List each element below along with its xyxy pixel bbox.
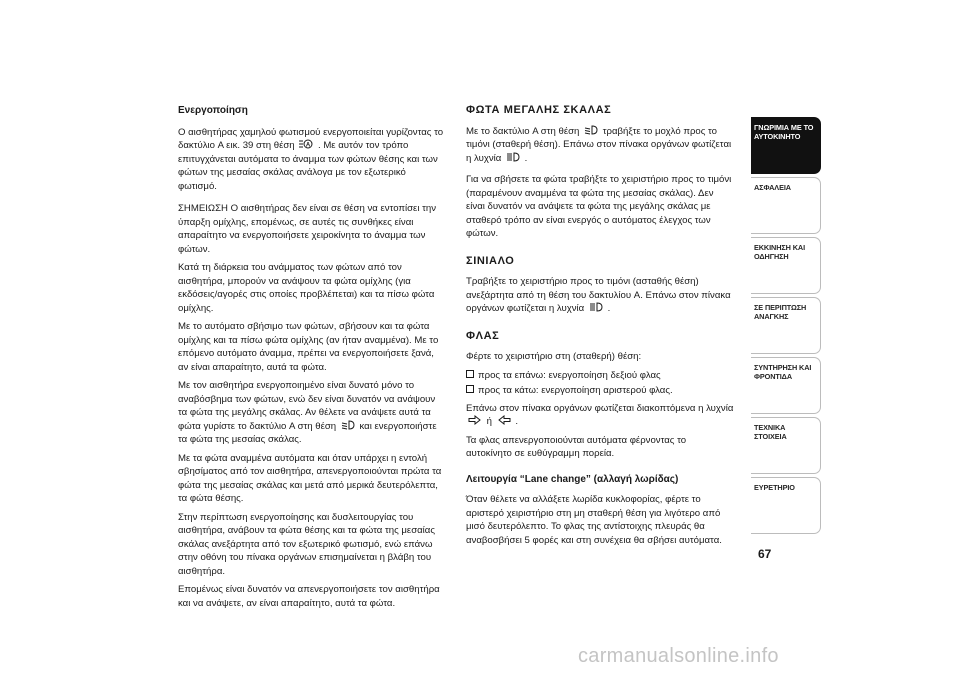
paragraph: Τα φλας απενεργοποιούνται αυτόματα φέρνοντας το αυτοκίνητο σε ευθύγραμμη πορεία. — [466, 434, 687, 459]
tab-label: ΑΥΤΟΚΙΝΗΤΟ — [754, 132, 801, 141]
text-span: και ενεργοποιήστε τα φώτα της μεσαίας σκάλας. — [178, 420, 437, 445]
text-span: τραβήξτε το μοχλό προς το τιμόνι (σταθερή θέση). Επάνω στον πίνακα οργάνων φωτίζεται η λυχνία — [466, 125, 732, 164]
tab-safety[interactable] — [751, 177, 821, 234]
chapter-tabs — [751, 117, 821, 537]
paragraph: Με τα φώτα αναμμένα αυτόματα και όταν υπάρχει η εντολή σβησίματος από τον αισθητήρα, απενεργοποιούνται πρώτα τα φώτα της μεσαίας σκάλας και μετά από μερικά δευτερόλεπτα, τα φώτα θέσης. — [178, 452, 442, 504]
paragraph — [178, 126, 446, 194]
tab-index[interactable] — [751, 477, 821, 534]
text-span: Ο αισθητήρας χαμηλού φωτισμού ενεργοποιείται γυρίζοντας το δακτύλιο A εικ. 39 στη θέση — [178, 126, 444, 151]
high-beam-heading: ΦΩΤΑ ΜΕΓΑΛΗΣ ΣΚΑΛΑΣ — [466, 104, 612, 116]
tab-label: ΦΡΟΝΤΙΔΑ — [754, 372, 793, 381]
tab-label: ΑΣΦΑΛΕΙΑ — [754, 183, 791, 192]
bullet-box-icon — [466, 370, 474, 378]
tab-label: ΟΔΗΓΗΣΗ — [754, 252, 789, 261]
low-beam-icon — [584, 125, 598, 135]
tab-label: ΑΝΑΓΚΗΣ — [754, 312, 789, 321]
left-arrow-icon — [497, 415, 511, 425]
text-span: Με το δακτύλιο A στη θέση — [466, 125, 580, 137]
page-number: 67 — [758, 547, 772, 561]
paragraph: Για να σβήσετε τα φώτα τραβήξτε το χειριστήριο προς το τιμόνι (παραμένουν αναμμένα τα φώτα της μεσαίας σκάλας). Δεν είναι δυνατόν να ανάψετε τα φώτα της μεγάλης σκάλας με σταθερό τρόπο αν είναι ενεργός ο αυτόματος έλεγχος των φώτων. — [466, 174, 732, 239]
tab-label: ΣΥΝΤΗΡΗΣΗ ΚΑΙ — [754, 363, 812, 372]
tab-emergency[interactable] — [751, 297, 821, 354]
tab-maintenance[interactable] — [751, 357, 821, 414]
tab-label: ΓΝΩΡΙΜΙΑ ΜΕ ΤΟ — [754, 123, 814, 132]
activation-heading: Ενεργοποίηση — [178, 105, 248, 116]
tab-label: ΕΚΚΙΝΗΣΗ ΚΑΙ — [754, 243, 806, 252]
paragraph — [466, 125, 734, 166]
text-span: προς τα κάτω: ενεργοποίηση αριστερού φλας. — [478, 385, 673, 396]
text-span: . Με αυτόν τον τρόπο επιτυγχάνεται αυτόματα το άναμμα των φώτων θέσης και των φώτων της μεσαίας σκάλας ανάλογα με τον εξωτερικό φωτισμό. — [178, 140, 438, 192]
text-span: Επάνω στον πίνακα οργάνων φωτίζεται διακοπτόμενα η λυχνία — [466, 402, 734, 414]
right-column — [466, 104, 734, 552]
svg-text:A: A — [306, 142, 311, 149]
tab-label: ΤΕΧΝΙΚΑ ΣΤΟΙΧΕΙΑ — [754, 423, 787, 441]
high-beam-icon — [589, 302, 603, 312]
text-span: Τραβήξτε το χειριστήριο προς το τιμόνι (ασταθής θέση) ανεξάρτητα από τη θέση του δακτυλίου A. Επάνω στον πίνακα οργάνων φωτίζεται η λυχνία — [466, 276, 731, 314]
paragraph: Με το αυτόματο σβήσιμο των φώτων, σβήσουν και τα φώτα ομίχλης και τα πίσω φώτα ομίχλης (αν ήταν αναμμένα). Με το επόμενο αυτόματο άναμμα, πρέπει να ενεργοποιήσετε ξανά, αν είναι απαραίτητο, αυτά τα φώτα. — [178, 321, 439, 373]
list-item — [466, 369, 734, 383]
paragraph: ΣΗΜΕΙΩΣΗ Ο αισθητήρας δεν είναι σε θέση να εντοπίσει την ύπαρξη ομίχλης, επομένως, σε αυτές τις συνθήκες είναι απαραίτητο να ενεργοποιήσετε χειροκίνητα το άναμμα των φώτων. — [178, 203, 437, 255]
text-span: . — [524, 152, 528, 164]
text-span: . — [515, 416, 519, 427]
lane-change-heading: Λειτουργία “Lane change” (αλλαγή λωρίδας) — [466, 473, 679, 485]
tab-starting-driving[interactable] — [751, 237, 821, 294]
paragraph — [466, 402, 734, 429]
low-beam-icon — [341, 420, 355, 430]
paragraph: Επομένως είναι δυνατόν να απενεργοποιήσετε τον αισθητήρα και να ανάψετε, αν είναι απαραίτητο, αυτά τα φώτα. — [178, 584, 440, 609]
paragraph: Στην περίπτωση ενεργοποίησης και δυσλειτουργίας του αισθητήρα, ανάβουν τα φώτα θέσης και τα φώτα της μεσαίας σκάλας ανεξάρτητα από τον εξωτερικό φωτισμό, ενώ επάνω στην οθόνη του πίνακα οργάνων επισημαίνεται η βλάβη του αισθητήρα. — [178, 511, 435, 577]
tab-label: ΕΥΡΕΤΗΡΙΟ — [754, 483, 795, 492]
high-beam-icon — [506, 152, 520, 162]
right-arrow-icon — [468, 415, 482, 425]
tab-getting-to-know[interactable] — [751, 117, 821, 174]
text-span: προς τα επάνω: ενεργοποίηση δεξιού φλας — [478, 369, 661, 381]
auto-light-icon — [299, 139, 313, 149]
bullet-box-icon — [466, 385, 474, 393]
watermark: carmanualsonline.info — [578, 645, 779, 667]
text-span: ή — [486, 416, 493, 427]
left-column — [178, 104, 446, 615]
tab-label: ΣΕ ΠΕΡΙΠΤΩΣΗ — [754, 303, 807, 312]
signal-heading: ΣΙΝΙΑΛΟ — [466, 254, 515, 267]
text-span: Με τον αισθητήρα ενεργοποιημένο είναι δυνατό μόνο το αναβόσβημα των φώτων, ενώ δεν είναι δυνατόν να ανάψουν τα φώτα της μεγάλης σκάλας. Αν θέλετε να ανάψετε αυτά τα φώτα γυρίστε το δακτύλιο A στη θέση — [178, 380, 436, 432]
list-item — [466, 384, 734, 398]
paragraph: Όταν θέλετε να αλλάξετε λωρίδα κυκλοφορίας, φέρτε το αριστερό χειριστήριο στη μη σταθερή θέση για λιγότερο από μισό δευτερόλεπτο. Το φλας της αντίστοιχης πλευράς θα αναβοσβήσει 5 φορές και στη συνέχεια θα σβήσει αυτόματα. — [466, 494, 722, 546]
paragraph: Φέρτε το χειριστήριο στη (σταθερή) θέση: — [466, 351, 642, 362]
text-span: . — [607, 303, 611, 314]
paragraph — [466, 275, 734, 316]
flash-heading: ΦΛΑΣ — [466, 329, 500, 342]
paragraph: Κατά τη διάρκεια του ανάμματος των φώτων από τον αισθητήρα, μπορούν να ανάψουν τα φώτα ομίχλης (για εκδόσεις/αγορές στις οποίες προβλέπεται) και τα πίσω φώτα ομίχλης. — [178, 262, 435, 314]
tab-technical-data[interactable] — [751, 417, 821, 474]
paragraph — [178, 379, 446, 447]
